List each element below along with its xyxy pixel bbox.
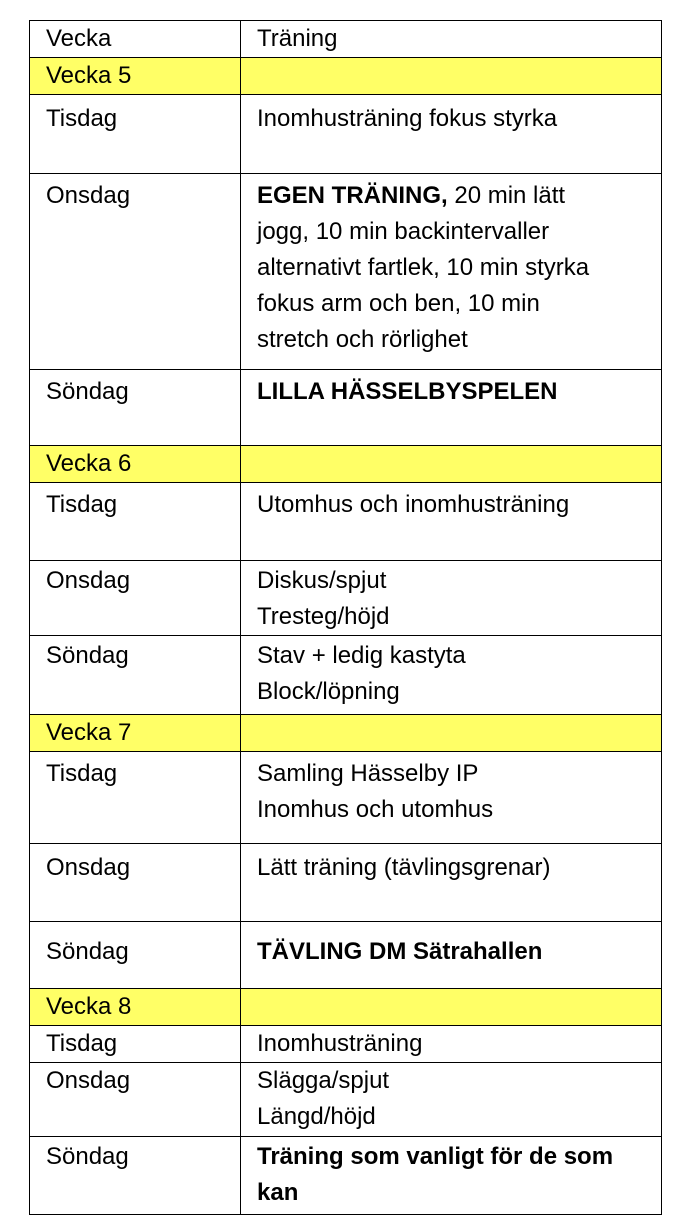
training-cell <box>241 483 662 561</box>
day-row <box>30 636 662 715</box>
training-line: kan <box>257 1179 299 1206</box>
training-line: Lätt träning (tävlingsgrenar) <box>257 854 551 881</box>
day-row <box>30 844 662 922</box>
week-empty-cell <box>241 446 662 483</box>
training-line: stretch och rörlighet <box>257 326 468 353</box>
training-lead-bold: EGEN TRÄNING, <box>257 182 448 209</box>
week-row <box>30 446 662 483</box>
day-row <box>30 752 662 844</box>
training-line: Diskus/spjut <box>257 567 387 594</box>
training-cell <box>241 95 662 174</box>
day-row <box>30 1137 662 1215</box>
training-cell <box>241 1063 662 1137</box>
training-line: alternativt fartlek, 10 min styrka <box>257 254 590 281</box>
day-row <box>30 95 662 174</box>
week-label: Vecka 7 <box>30 715 241 752</box>
day-row <box>30 922 662 989</box>
training-line: jogg, 10 min backintervaller <box>257 218 550 245</box>
training-line: Längd/höjd <box>257 1103 376 1130</box>
training-cell <box>241 844 662 922</box>
training-line: 20 min lätt <box>447 182 566 209</box>
day-label: Onsdag <box>30 561 241 636</box>
training-line: Tresteg/höjd <box>257 603 390 630</box>
day-label: Tisdag <box>30 1026 241 1063</box>
day-row <box>30 561 662 636</box>
training-line: fokus arm och ben, 10 min <box>257 290 540 317</box>
day-row <box>30 1063 662 1137</box>
training-line: Inomhusträning <box>257 1030 423 1057</box>
training-line: Inomhusträning fokus styrka <box>257 105 558 132</box>
training-cell <box>241 922 662 989</box>
day-label: Tisdag <box>30 483 241 561</box>
training-line: Samling Hässelby IP <box>257 760 479 787</box>
training-line: Stav + ledig kastyta <box>257 642 466 669</box>
training-cell <box>241 1026 662 1063</box>
training-cell <box>241 1137 662 1215</box>
day-row <box>30 1026 662 1063</box>
day-row <box>30 370 662 446</box>
training-line: Slägga/spjut <box>257 1067 390 1094</box>
day-label: Onsdag <box>30 174 241 370</box>
week-empty-cell <box>241 989 662 1026</box>
training-line: Inomhus och utomhus <box>257 796 494 823</box>
day-label: Tisdag <box>30 752 241 844</box>
day-label: Tisdag <box>30 95 241 174</box>
header-cell-week: Vecka <box>30 21 241 58</box>
week-row <box>30 58 662 95</box>
week-row <box>30 989 662 1026</box>
day-label: Onsdag <box>30 1063 241 1137</box>
training-cell <box>241 174 662 370</box>
training-line: LILLA HÄSSELBYSPELEN <box>257 378 558 405</box>
day-label: Onsdag <box>30 844 241 922</box>
week-empty-cell <box>241 715 662 752</box>
training-line: TÄVLING DM Sätrahallen <box>257 938 543 965</box>
week-row <box>30 715 662 752</box>
week-label: Vecka 5 <box>30 58 241 95</box>
day-row <box>30 483 662 561</box>
day-label: Söndag <box>30 1137 241 1215</box>
training-cell <box>241 561 662 636</box>
training-line: Träning som vanligt för de som <box>257 1143 614 1170</box>
training-line: Utomhus och inomhusträning <box>257 491 570 518</box>
training-schedule-table <box>29 20 662 1215</box>
day-label: Söndag <box>30 636 241 715</box>
training-line: Block/löpning <box>257 678 400 705</box>
week-empty-cell <box>241 58 662 95</box>
training-cell <box>241 752 662 844</box>
training-cell <box>241 636 662 715</box>
day-label: Söndag <box>30 370 241 446</box>
header-row <box>30 21 662 58</box>
training-cell <box>241 370 662 446</box>
week-label: Vecka 8 <box>30 989 241 1026</box>
day-row <box>30 174 662 370</box>
week-label: Vecka 6 <box>30 446 241 483</box>
day-label: Söndag <box>30 922 241 989</box>
header-cell-training: Träning <box>241 21 662 58</box>
